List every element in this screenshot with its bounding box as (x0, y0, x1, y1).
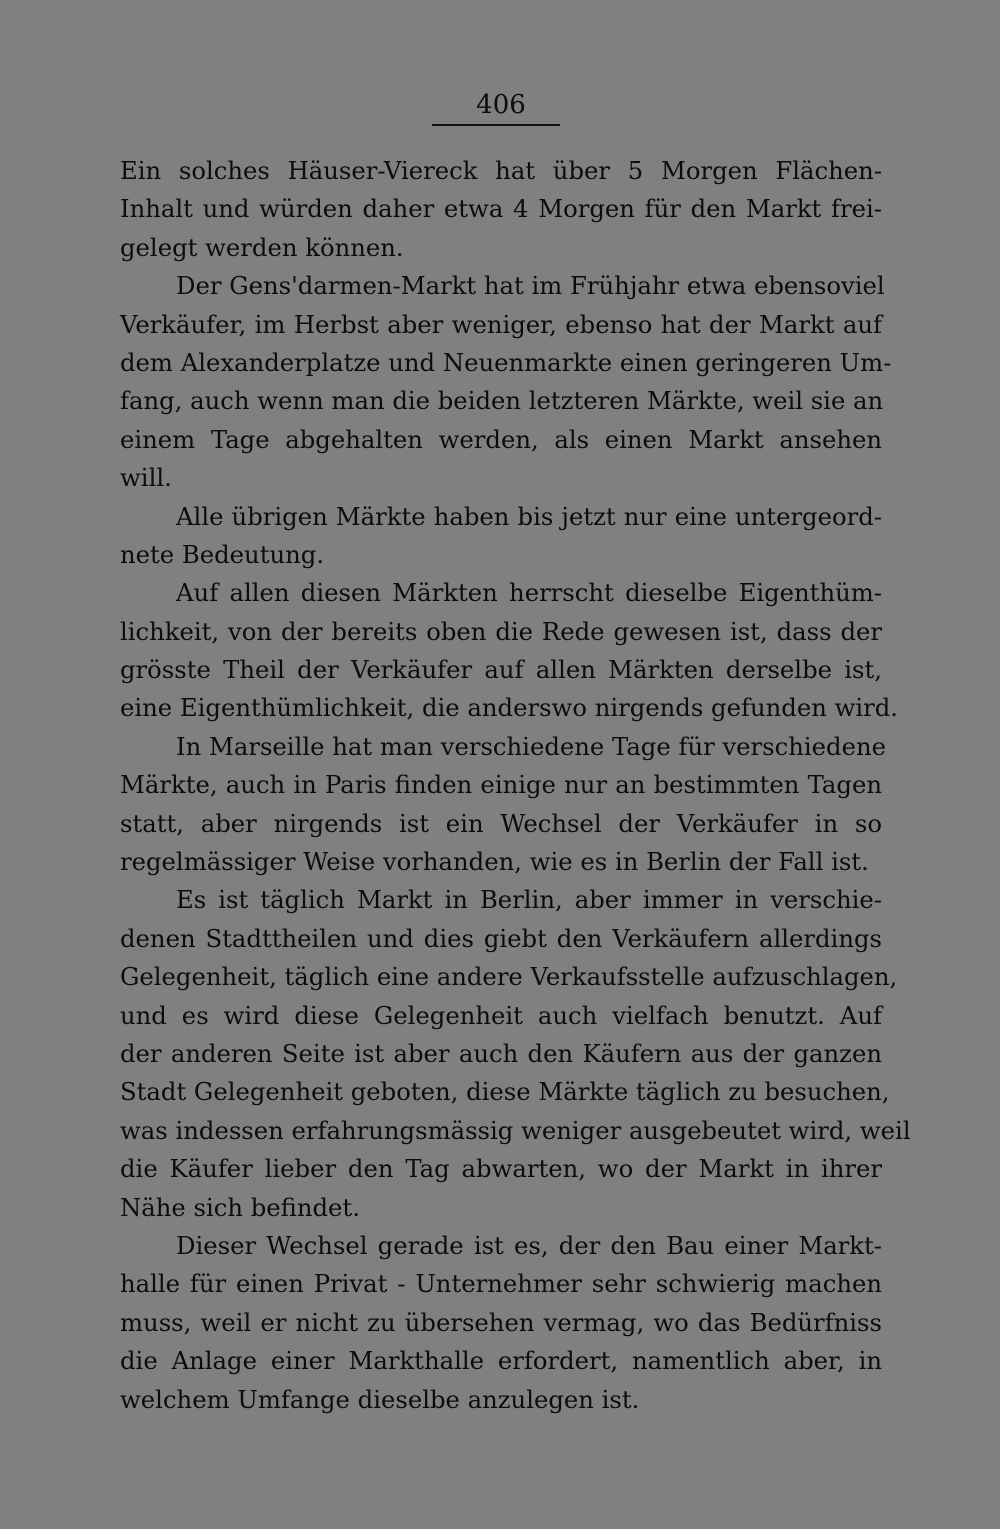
text-line: halle für einen Privat - Unternehmer sehr schwierig machen (120, 1269, 882, 1299)
body-text (120, 152, 911, 1419)
paragraph (120, 574, 899, 728)
text-line: und es wird diese Gelegenheit auch vielfach benutzt. Auf (120, 1000, 882, 1030)
text-line: Dieser Wechsel gerade ist es, der den Bau einer Markt- (176, 1230, 882, 1260)
text-line: Ein solches Häuser-Viereck hat über 5 Morgen Flächen- (120, 156, 882, 185)
text-line: will. (120, 463, 172, 493)
text-line: grösste Theil der Verkäufer auf allen Märkten derselbe ist, (120, 655, 882, 685)
text-line: lichkeit, von der bereits oben die Rede gewesen ist, dass der (120, 616, 882, 646)
text-line: Nähe sich befindet. (120, 1192, 360, 1222)
paragraph (120, 1227, 882, 1419)
paragraph (120, 267, 892, 497)
text-line: Stadt Gelegenheit geboten, diese Märkte täglich zu besuchen, (120, 1077, 890, 1107)
text-line: muss, weil er nicht zu übersehen vermag, wo das Bedürfniss (120, 1307, 882, 1337)
text-line: Alle übrigen Märkte haben bis jetzt nur eine untergeord- (176, 501, 882, 531)
text-line: In Marseille hat man verschiedene Tage für verschiedene (176, 731, 886, 761)
text-line: statt, aber nirgends ist ein Wechsel der Verkäufer in so (120, 808, 882, 838)
text-line: Verkäufer, im Herbst aber weniger, ebenso hat der Markt auf (120, 309, 882, 339)
text-line: was indessen erfahrungsmässig weniger ausgebeutet wird, weil (120, 1115, 911, 1145)
text-line: dem Alexanderplatze und Neuenmarkte einen geringeren Um- (120, 347, 892, 377)
text-line: gelegt werden können. (120, 232, 404, 262)
text-line: Auf allen diesen Märkten herrscht dieselbe Eigenthüm- (176, 578, 882, 608)
paragraph (120, 152, 882, 267)
text-line: eine Eigenthümlichkeit, die anderswo nirgends gefunden wird. (120, 693, 899, 723)
paragraph (120, 498, 882, 575)
text-line: einem Tage abgehalten werden, als einen Markt ansehen (120, 424, 882, 454)
text-line: regelmässiger Weise vorhanden, wie es in Berlin der Fall ist. (120, 847, 869, 877)
text-line: Der Gens'darmen-Markt hat im Frühjahr etwa ebensoviel (176, 271, 885, 301)
text-line: denen Stadttheilen und dies giebt den Verkäufern allerdings (120, 923, 882, 953)
page-number-underline (432, 124, 560, 126)
text-line: die Käufer lieber den Tag abwarten, wo der Markt in ihrer (120, 1154, 882, 1184)
page-number: 406 (476, 90, 526, 120)
text-line: Inhalt und würden daher etwa 4 Morgen für den Markt frei- (120, 194, 882, 224)
text-line: Märkte, auch in Paris finden einige nur an bestimmten Tagen (120, 770, 882, 800)
text-line: nete Bedeutung. (120, 539, 325, 569)
text-line: fang, auch wenn man die beiden letzteren Märkte, weil sie an (120, 386, 884, 416)
text-line: Es ist täglich Markt in Berlin, aber immer in verschie- (176, 885, 882, 915)
text-line: die Anlage einer Markthalle erfordert, namentlich aber, in (120, 1346, 882, 1376)
text-line: der anderen Seite ist aber auch den Käufern aus der ganzen (120, 1038, 882, 1068)
text-line: Gelegenheit, täglich eine andere Verkaufsstelle aufzuschlagen, (120, 962, 898, 992)
paragraph (120, 881, 911, 1227)
paragraph (120, 728, 886, 882)
text-line: welchem Umfange dieselbe anzulegen ist. (120, 1384, 640, 1414)
